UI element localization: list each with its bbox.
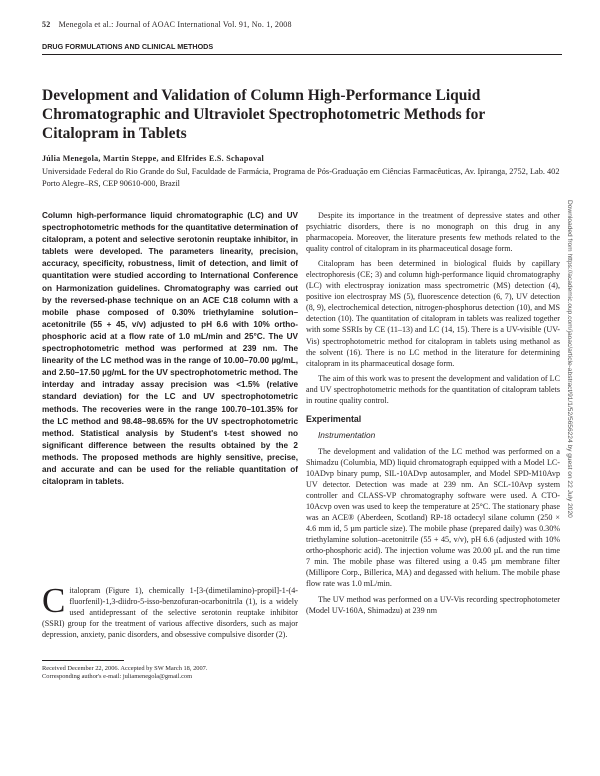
body-paragraph-3: The aim of this work was to present the development and validation of LC and UV spectrophotometric methods for the quantitation of citalopram tablets in routine quality control. xyxy=(306,373,560,405)
download-watermark: Downloaded from https://academic.oup.com/jaoac/article-abstract/91/1/52/5656224 by guest on 22 July 2020 xyxy=(566,200,573,518)
body-paragraph-2: Citalopram has been determined in biological fluids by capillary electrophoresis (CE; 3) and column high-performance liquid chromatography (LC) with electrospray ionization mass spectrometric (MS) detection (4), positive ion electrospray MS (5), fluorescence detection (6, 7), UV detection (8, 9), electrochemical detection, nitrogen-phosphorus detection (10), and MS detection (10). The quantitation of citalopram in tablets was realized together with some SSRIs by CE (11–13) and LC (14, 15). There is a UV-visible (UV-Vis) spectrophotometric method for citalopram in tablets using methanol as the solvent (16). There is no LC method in the literature for determining citalopram in its pharmaceutical dosage form. xyxy=(306,259,560,368)
article-title: Development and Validation of Column High-Performance Liquid Chromatographic and Ultraviolet Spectrophotometric Methods for Citalopram in Tablets xyxy=(42,87,485,142)
received-note: Received December 22, 2006. Accepted by SW March 18, 2007. xyxy=(42,665,208,672)
drop-cap: C xyxy=(42,581,66,620)
footnote-divider xyxy=(42,660,124,661)
heading-instrumentation: Instrumentation xyxy=(318,429,376,440)
body-paragraph-1: Despite its importance in the treatment of depressive states and other psychiatric disorders, there is no monograph on this drug in any pharmacopeia. Moreover, the literature presents few methods related to the quality control of citalopram in its pharmaceutical dosage form. xyxy=(306,211,560,254)
introduction-paragraph xyxy=(42,581,298,640)
body-paragraph-5: The UV method was performed on a UV-Vis recording spectrophotometer (Model UV-160A, Shimadzu) at 239 nm xyxy=(306,594,560,615)
page-number: 52 xyxy=(42,20,51,29)
authors: Júlia Menegola, Martin Steppe, and Elfrides E.S. Schapoval xyxy=(42,154,265,163)
introduction-text: italopram (Figure 1), chemically 1-[3-(dimetilamino)-propil]-1-(4-fluorfenil)-1,3-diidro-5-isso-benzofuran-ocarbonitrila (1), is a widely used antidepressant of the selective serotonin reuptake inhibitor (SSRI) group for the treatment of various affective disorders, such as major depression, anxiety, panic disorders, and obsessive compulsive disorder (2). xyxy=(42,586,298,640)
corresponding-note: Corresponding author's e-mail: juliamenegola@gmail.com xyxy=(42,673,193,681)
body-paragraph-4: The development and validation of the LC method was performed on a Shimadzu (Columbia, MD) liquid chromatograph equipped with a Model LC-10ADvp binary pump, SIL-10ADvp autosampler, and Model SPD-M10Avp UV detector. Detection was made at 239 nm. An SCL-10Avp system controller and CLASS-VP chromatography software were used. A CTO-10Acvp oven was used to keep the temperature at 25°C. The stationary phase was an ACE® (Aberdeen, Scotland) RP-18 octadecyl silane column (250 × 4.6 mm id, 5 µm particle size). The mobile phase (prepared daily) was 0.30% triethylamine solution–acetonitrile (55 + 45, v/v), pH 6.6 (adjusted with 10% ortho-phosphoric acid). The injection volume was 20.00 µL and the run time 7 min. The mobile phase was filtered using a 0.45 µm membrane filter (Millipore Corp., Billerica, MA) and degassed with helium. The mobile phase flow rate was 1.0 mL/min. xyxy=(306,446,560,589)
abstract: Column high-performance liquid chromatographic (LC) and UV spectrophotometric methods for the quantitative determination of citalopram, a potent and selective serotonin reuptake inhibitor, in tablets were developed. The parameters linearity, precision, accuracy, specificity, robustness, limit of detection, and limit of quantitation were studied according to International Conference on Harmonization guidelines. Chromatography was carried out by the reversed-phase technique on an ACE C18 column with a mobile phase composed of 0.30% triethylamine solution–acetonitrile (55 + 45, v/v) adjusted to pH 6.6 with 10% ortho-phosphoric acid at a flow rate of 1.0 mL/min and 25°C. The UV spectrophotometric method was performed at 239 nm. The linearity of the LC method was in the range of 10.00–70.00 µg/mL, and 2.50–17.50 µg/mL for the UV spectrophotometric method. The interday and intraday assay precision was <1.5% (relative standard deviation) for the LC and UV spectrophotometric methods. The recoveries were in the range 100.70–101.35% for the LC method and 98.48–98.65% for the UV spectrophotometric method. Statistical analysis by Student's t-test showed no significant difference between the results obtained by the 2 methods. The proposed methods are highly sensitive, precise, and accurate and can be used for the reliable quantitation of citalopram in tablets. xyxy=(42,211,298,487)
running-head xyxy=(42,20,292,29)
section-label: DRUG FORMULATIONS AND CLINICAL METHODS xyxy=(42,42,562,55)
footnote xyxy=(42,665,298,681)
running-head-text: Menegola et al.: Journal of AOAC International Vol. 91, No. 1, 2008 xyxy=(58,20,292,29)
right-column xyxy=(306,210,560,620)
heading-experimental: Experimental xyxy=(306,413,362,424)
affiliation: Universidade Federal do Rio Grande do Sul, Faculdade de Farmácia, Programa de Pós-Graduação em Ciências Farmacêuticas, Av. Ipiranga, 2752, Lab. 402 Porto Alegre–RS, CEP 90610-000, Brazil xyxy=(42,167,560,188)
